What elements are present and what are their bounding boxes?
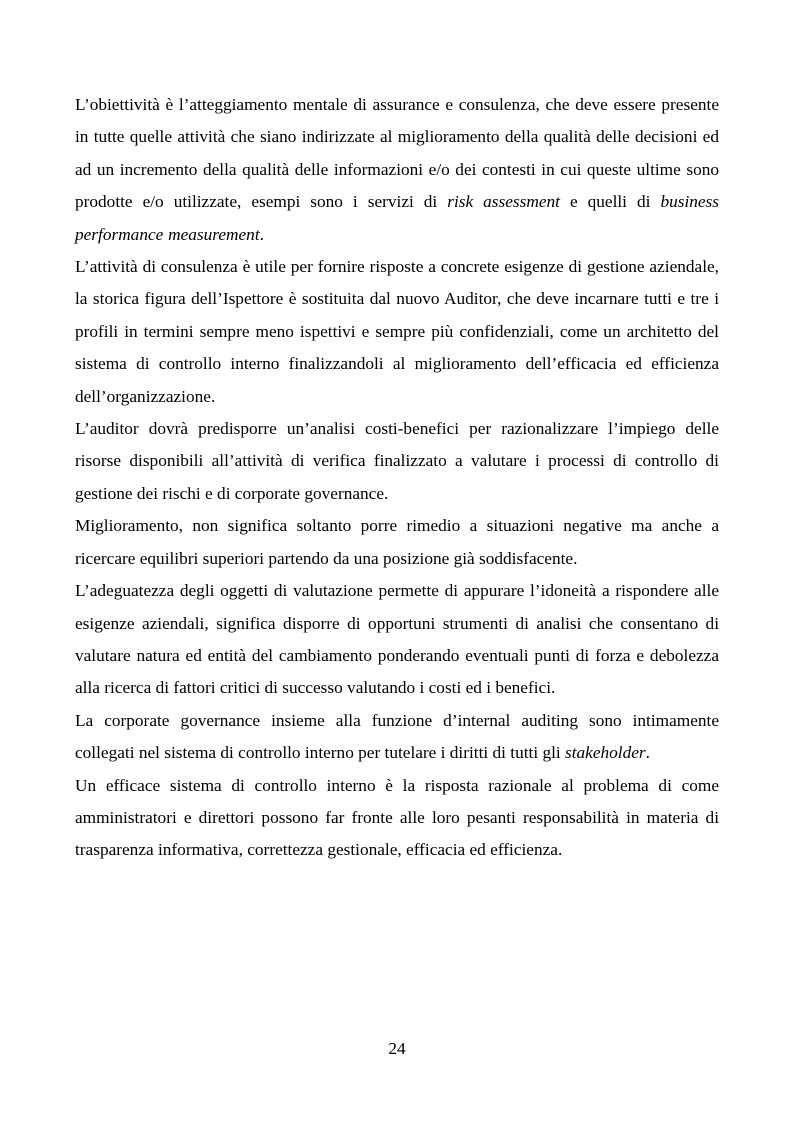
page-number: 24 bbox=[388, 1039, 406, 1058]
paragraph-objectivity-text-c: . bbox=[259, 224, 264, 244]
paragraph-objectivity-text-a: L’obiettività è l’atteggiamento mentale di assurance e consulenza, che deve essere presente in tutte quelle attività che siano indirizzate al miglioramento della qualità delle decisioni ed ad un incremento della qualità delle informazioni e/o dei contesti in cui queste ultime sono prodotte e/o utilizzate, esempi sono i servizi di bbox=[75, 95, 719, 212]
term-stakeholder: stakeholder bbox=[565, 743, 646, 763]
paragraph-objectivity bbox=[75, 89, 719, 251]
paragraph-corporate-governance-text-a: La corporate governance insieme alla funzione d’internal auditing sono intimamente collegati nel sistema di controllo interno per tutelare i diritti di tutti gli bbox=[75, 710, 719, 763]
paragraph-improvement: Miglioramento, non significa soltanto porre rimedio a situazioni negative ma anche a ricercare equilibri superiori partendo da una posizione già soddisfacente. bbox=[75, 516, 719, 568]
term-business-performance-measurement: business performance measurement bbox=[75, 192, 720, 244]
paragraph-adequacy: L’adeguatezza degli oggetti di valutazione permette di appurare l’idoneità a rispondere alle esigenze aziendali, significa disporre di opportuni strumenti di analisi che consentano di valutare natura ed entità del cambiamento ponderando eventuali punti di forza e debolezza alla ricerca di fattori critici di successo valutando i costi ed i benefici. bbox=[75, 581, 719, 698]
paragraph-consulting: L’attività di consulenza è utile per fornire risposte a concrete esigenze di gestione aziendale, la storica figura dell’Ispettore è sostituita dal nuovo Auditor, che deve incarnare tutti e tre i profili in termini sempre meno ispettivi e sempre più confidenziali, come un architetto del sistema di controllo interno finalizzandoli al miglioramento dell’efficacia ed efficienza dell’organizzazione. bbox=[75, 257, 719, 406]
paragraph-internal-control: Un efficace sistema di controllo interno è la risposta razionale al problema di come amministratori e direttori possono far fronte alle loro pesanti responsabilità in materia di trasparenza informativa, correttezza gestionale, efficacia ed efficienza. bbox=[75, 775, 719, 860]
paragraph-auditor-cost-benefit: L’auditor dovrà predisporre un’analisi costi-benefici per razionalizzare l’impiego delle risorse disponibili all’attività di verifica finalizzato a valutare i processi di controllo di gestione dei rischi e di corporate governance. bbox=[75, 419, 719, 503]
paragraph-corporate-governance-text-b: . bbox=[645, 743, 650, 763]
term-risk-assessment: risk assessment bbox=[447, 192, 560, 212]
paragraph-objectivity-text-b: e quelli di bbox=[559, 192, 661, 212]
paragraph-corporate-governance bbox=[75, 705, 719, 770]
document-body bbox=[75, 89, 719, 867]
